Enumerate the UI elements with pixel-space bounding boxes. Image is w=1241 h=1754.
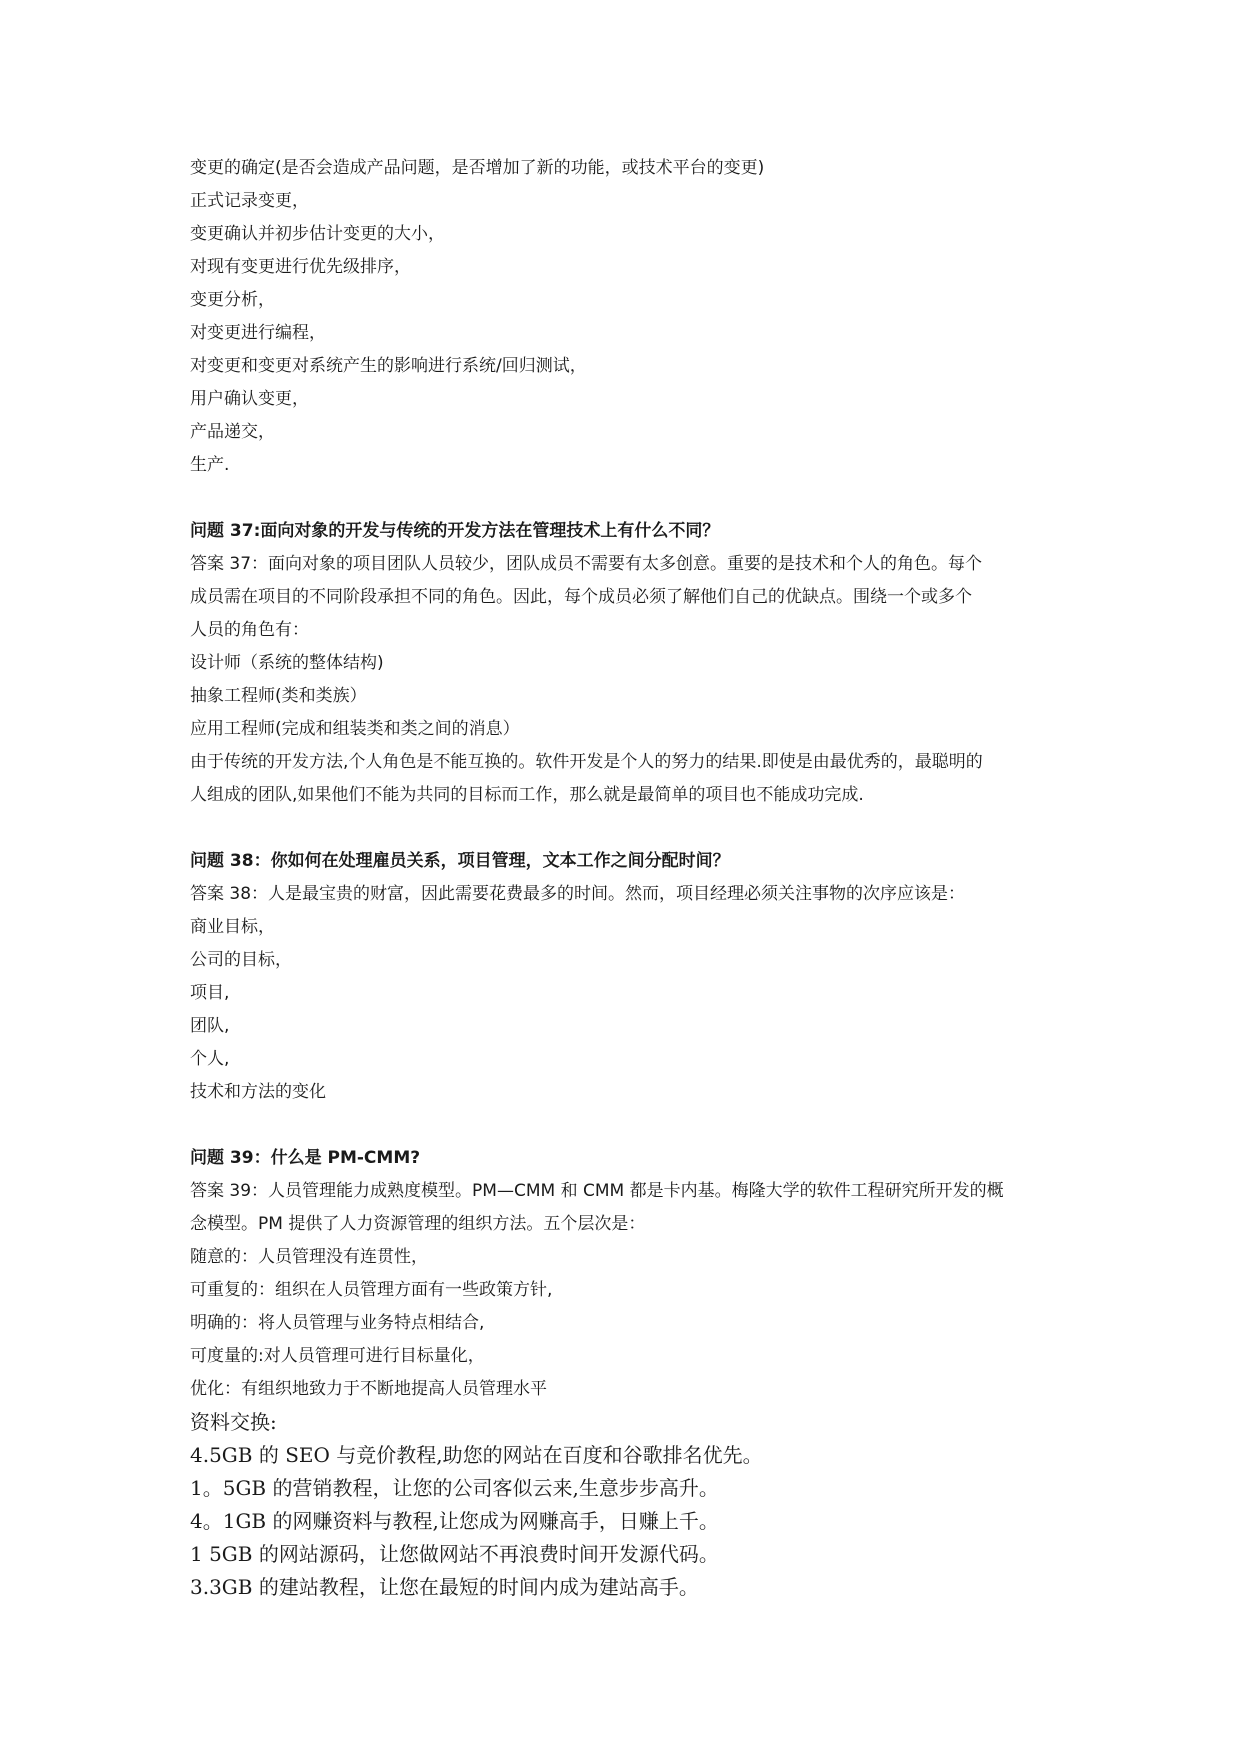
change-step: 变更确认并初步估计变更的大小， xyxy=(190,224,445,244)
spacer xyxy=(190,812,1070,845)
question-39-section xyxy=(190,1142,1070,1406)
answer-line: 抽象工程师(类和类族） xyxy=(190,686,367,706)
spacer xyxy=(190,1109,1070,1142)
change-step: 对变更进行编程， xyxy=(190,323,326,343)
resource-line: 1 5GB 的网站源码，让您做网站不再浪费时间开发源代码。 xyxy=(190,1542,719,1566)
change-step: 产品递交， xyxy=(190,422,275,442)
answer-line: 答案 39：人员管理能力成熟度模型。PM—CMM 和 CMM 都是卡内基。梅隆大学的软件工程研究所开发的概 xyxy=(190,1181,1004,1201)
resource-line: 1。5GB 的营销教程，让您的公司客似云来,生意步步高升。 xyxy=(190,1476,719,1500)
answer-line: 应用工程师(完成和组装类和类之间的消息） xyxy=(190,719,520,739)
answer-line: 可重复的：组织在人员管理方面有一些政策方针, xyxy=(190,1280,553,1300)
answer-line: 团队, xyxy=(190,1016,230,1036)
question-38-heading: 问题 38：你如何在处理雇员关系，项目管理，文本工作之间分配时间？ xyxy=(190,851,730,871)
answer-line: 项目, xyxy=(190,983,230,1003)
answer-line: 优化：有组织地致力于不断地提高人员管理水平 xyxy=(190,1379,547,1399)
change-step: 对现有变更进行优先级排序， xyxy=(190,257,411,277)
question-37-section xyxy=(190,515,1070,812)
answer-line: 念模型。PM 提供了人力资源管理的组织方法。五个层次是： xyxy=(190,1214,646,1234)
resource-line: 3.3GB 的建站教程，让您在最短的时间内成为建站高手。 xyxy=(190,1575,699,1599)
question-37-heading: 问题 37:面向对象的开发与传统的开发方法在管理技术上有什么不同？ xyxy=(190,521,720,541)
answer-line: 人员的角色有： xyxy=(190,620,309,640)
answer-line: 答案 37：面向对象的项目团队人员较少，团队成员不需要有太多创意。重要的是技术和个人的角色。每个 xyxy=(190,554,983,574)
document-page xyxy=(190,152,1070,1604)
answer-line: 公司的目标， xyxy=(190,950,292,970)
change-step: 生产. xyxy=(190,455,230,475)
answer-line: 商业目标， xyxy=(190,917,275,937)
answer-line: 可度量的:对人员管理可进行目标量化， xyxy=(190,1346,485,1366)
answer-line: 个人, xyxy=(190,1049,230,1069)
resource-line: 4.5GB 的 SEO 与竞价教程,助您的网站在百度和谷歌排名优先。 xyxy=(190,1443,763,1467)
spacer xyxy=(190,482,1070,515)
question-39-heading: 问题 39：什么是 PM-CMM? xyxy=(190,1148,421,1168)
change-step: 变更的确定(是否会造成产品问题，是否增加了新的功能，或技术平台的变更) xyxy=(190,158,765,178)
answer-line: 人组成的团队,如果他们不能为共同的目标而工作，那么就是最简单的项目也不能成功完成. xyxy=(190,785,864,805)
answer-line: 技术和方法的变化 xyxy=(190,1082,326,1102)
change-steps-list xyxy=(190,152,1070,482)
resource-line: 4。1GB 的网赚资料与教程,让您成为网赚高手，日赚上千。 xyxy=(190,1509,719,1533)
change-step: 正式记录变更， xyxy=(190,191,309,211)
resource-exchange-title: 资料交换: xyxy=(190,1410,277,1434)
answer-line: 成员需在项目的不同阶段承担不同的角色。因此，每个成员必须了解他们自己的优缺点。围绕一个或多个 xyxy=(190,587,972,607)
question-38-section xyxy=(190,845,1070,1109)
answer-line: 由于传统的开发方法,个人角色是不能互换的。软件开发是个人的努力的结果.即使是由最优秀的，最聪明的 xyxy=(190,752,983,772)
resource-exchange-section xyxy=(190,1406,1070,1604)
answer-line: 明确的：将人员管理与业务特点相结合, xyxy=(190,1313,485,1333)
change-step: 用户确认变更， xyxy=(190,389,309,409)
change-step: 变更分析， xyxy=(190,290,275,310)
answer-line: 设计师（系统的整体结构) xyxy=(190,653,384,673)
answer-line: 随意的：人员管理没有连贯性， xyxy=(190,1247,428,1267)
change-step: 对变更和变更对系统产生的影响进行系统/回归测试， xyxy=(190,356,587,376)
answer-line: 答案 38：人是最宝贵的财富，因此需要花费最多的时间。然而，项目经理必须关注事物的次序应该是： xyxy=(190,884,966,904)
